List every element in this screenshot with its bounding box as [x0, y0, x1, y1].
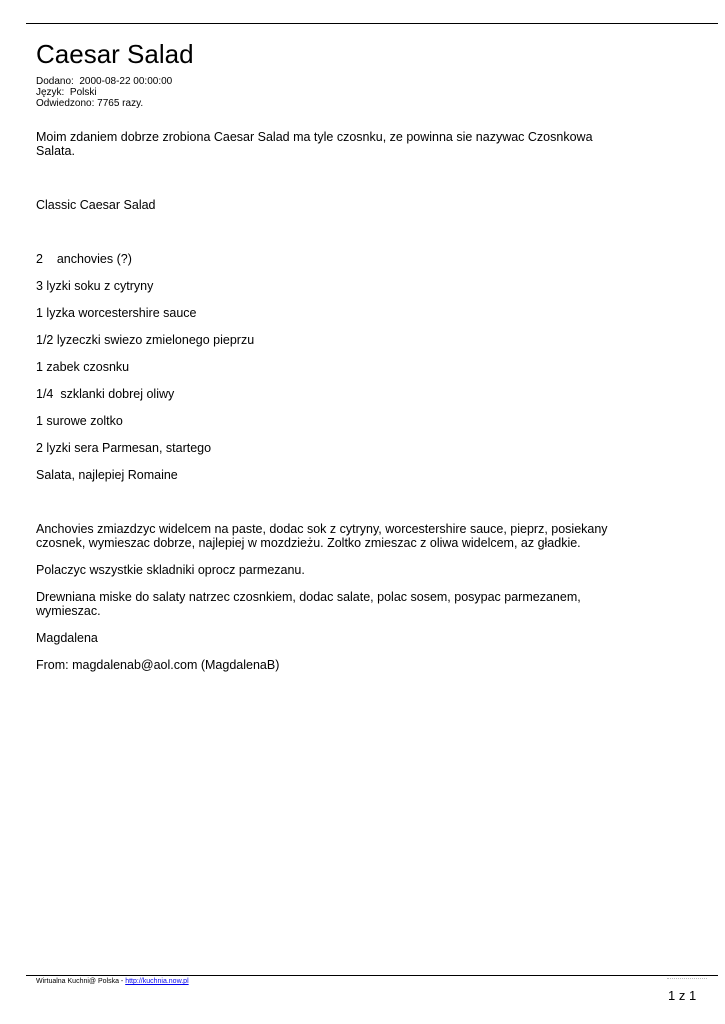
footer-site-link[interactable]: http://kuchnia.now.pl — [125, 978, 189, 985]
footer-site-text: Wirtualna Kuchni@ Polska - — [36, 978, 126, 985]
ingredient-item: 2 lyzki sera Parmesan, startego — [36, 441, 212, 455]
intro-paragraph: Moim zdaniem dobrze zrobiona Caesar Salad ma tyle czosnku, ze powinna sie nazywac Czosnkowa Salata. — [36, 130, 593, 158]
page-title: Caesar Salad — [36, 39, 194, 69]
ingredient-item: 3 lyzki soku z cytryny — [36, 279, 154, 293]
instruction-paragraph: Polaczyc wszystkie skladniki oprocz parmezanu. — [36, 563, 305, 577]
ingredient-item: 1/4 szklanki dobrej oliwy — [36, 387, 175, 401]
footer-site — [36, 977, 189, 986]
ingredient-item: 2 anchovies (?) — [36, 252, 132, 266]
instruction-paragraph: Anchovies zmiazdzyc widelcem na paste, dodac sok z cytryny, worcestershire sauce, pieprz, posiekany czosnek, wymieszac dobrze, najlepiej w mozdzieżu. Zoltko zmieszac z oliwa widelcem, az gładkie. — [36, 522, 608, 550]
ingredient-item: 1 zabek czosnku — [36, 360, 130, 374]
meta-language: Język: Polski — [36, 87, 97, 98]
ingredient-item: 1 lyzka worcestershire sauce — [36, 306, 197, 320]
footer-divider — [26, 975, 718, 976]
author-contact: From: magdalenab@aol.com (MagdalenaB) — [36, 658, 280, 672]
ingredient-item: 1 surowe zoltko — [36, 414, 123, 428]
instruction-paragraph: Drewniana miske do salaty natrzec czosnkiem, dodac salate, polac sosem, posypac parmezanem, wymieszac. — [36, 590, 581, 618]
recipe-content — [36, 130, 616, 672]
meta-added: Dodano: 2000-08-22 00:00:00 — [36, 76, 173, 87]
ingredient-item: 1/2 lyzeczki swiezo zmielonego pieprzu — [36, 333, 255, 347]
meta-block — [36, 76, 172, 109]
page-number: 1 z 1 — [668, 988, 697, 1003]
footer-faint-mark — [667, 978, 707, 982]
author-name: Magdalena — [36, 631, 98, 645]
top-divider — [26, 23, 718, 24]
meta-visited: Odwiedzono: 7765 razy. — [36, 98, 144, 109]
ingredient-item: Salata, najlepiej Romaine — [36, 468, 178, 482]
recipe-name: Classic Caesar Salad — [36, 198, 156, 212]
